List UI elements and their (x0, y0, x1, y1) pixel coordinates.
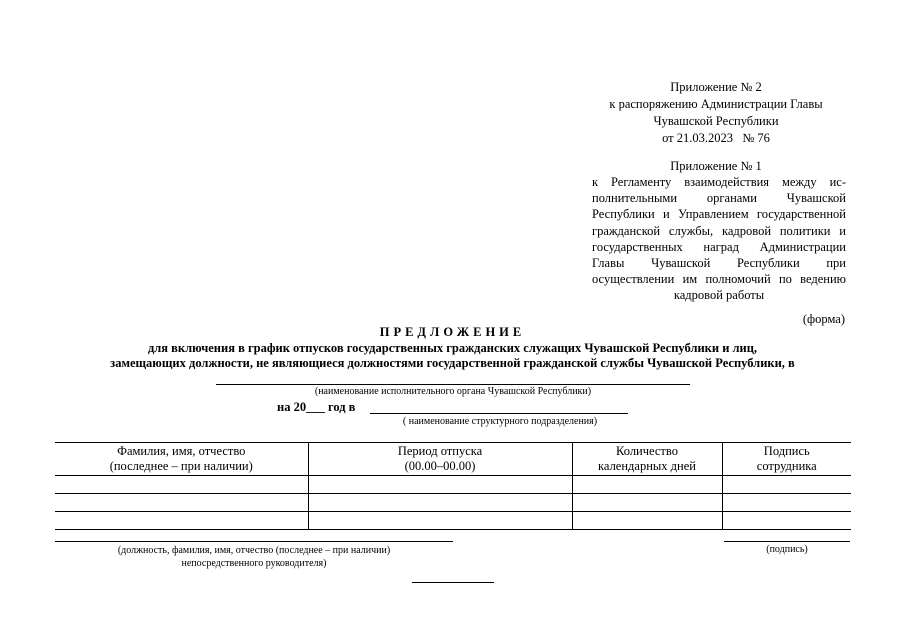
table-row (55, 476, 851, 494)
table-cell[interactable] (55, 494, 308, 512)
table-row (55, 494, 851, 512)
table-cell[interactable] (722, 512, 851, 530)
header-vacation-period-line1: Период отпуска (397, 444, 483, 458)
header-employee-signature-line2: сотрудника (756, 459, 817, 473)
date-line (412, 582, 494, 583)
vacation-table (55, 442, 851, 530)
table-header-row (55, 443, 851, 476)
document-subtitle (40, 341, 865, 371)
appendix-2-title: Приложение № 2 (670, 80, 762, 94)
unit-name-caption: ( наименование структурного подразделения) (402, 416, 598, 427)
document-title: ПРЕДЛОЖЕНИЕ (379, 325, 526, 339)
header-vacation-period-line2: (00.00–00.00) (404, 459, 476, 473)
signature-caption: (подпись) (766, 544, 808, 555)
table-cell[interactable] (55, 476, 308, 494)
appendix-2-date: от 21.03.2023 № 76 (662, 131, 770, 145)
header-days-count-line1: Количество (616, 444, 678, 458)
header-days-count-line2: календарных дней (598, 459, 696, 473)
header-days-count (572, 443, 722, 476)
manager-caption-line2: непосредственного руководителя) (181, 558, 327, 569)
table-cell[interactable] (55, 512, 308, 530)
unit-name-line (370, 413, 628, 414)
appendix-1-title: Приложение № 1 (670, 159, 762, 173)
manager-signature-caption (55, 544, 453, 570)
appendix-1-body: к Регламенту взаимодействия между исполнительными органами Чувашской Республики и Управлением государственной гражданской службы, кадровой политики и государственных наград Администрации Главы Чувашской Республики при осуществлении им полномочий по ведению кадровой работы (592, 175, 846, 303)
header-full-name (55, 443, 308, 476)
form-label: (форма) (802, 312, 845, 326)
appendix-2-header (560, 79, 872, 147)
subtitle-line-1: для включения в график отпусков государственных гражданских служащих Чувашской Республики и лиц, (147, 341, 758, 355)
table-cell[interactable] (572, 476, 722, 494)
table-cell[interactable] (308, 512, 572, 530)
header-full-name-line2: (последнее – при наличии) (109, 459, 253, 473)
header-employee-signature (722, 443, 851, 476)
subtitle-line-2: замещающих должности, не являющиеся должностями государственной гражданской службы Чувашской Республики, в (110, 356, 795, 370)
manager-caption-line1: (должность, фамилия, имя, отчество (последнее – при наличии) (117, 545, 391, 556)
org-name-caption: (наименование исполнительного органа Чувашской Республики) (314, 386, 592, 397)
table-cell[interactable] (308, 476, 572, 494)
table-cell[interactable] (722, 494, 851, 512)
table-row (55, 512, 851, 530)
appendix-2-line2: Чувашской Республики (653, 114, 779, 128)
header-vacation-period (308, 443, 572, 476)
header-employee-signature-line1: Подпись (763, 444, 810, 458)
appendix-2-line1: к распоряжению Администрации Главы (609, 97, 823, 111)
table-cell[interactable] (722, 476, 851, 494)
table-cell[interactable] (572, 494, 722, 512)
year-line-label: на 20___ год в (277, 400, 356, 414)
header-full-name-line1: Фамилия, имя, отчество (117, 444, 246, 458)
table-cell[interactable] (308, 494, 572, 512)
manager-signature-line (55, 541, 453, 542)
table-cell[interactable] (572, 512, 722, 530)
org-name-line (216, 384, 690, 385)
signature-line (724, 541, 850, 542)
